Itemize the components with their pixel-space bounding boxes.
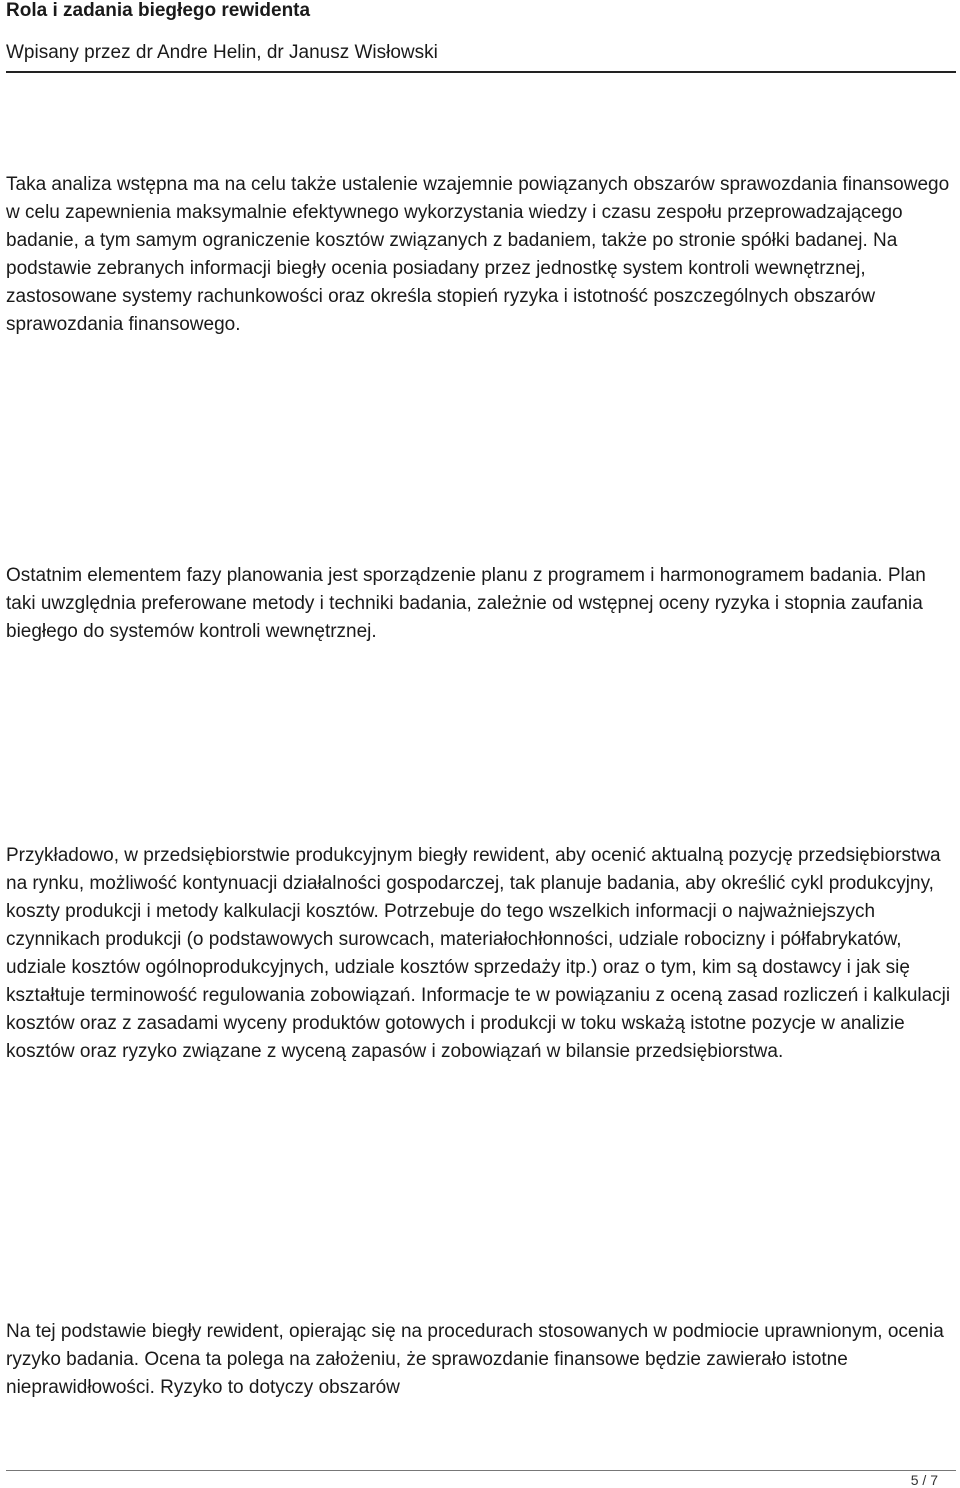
page-header: [6, 0, 956, 65]
paragraph-2: Ostatnim elementem fazy planowania jest sporządzenie planu z programem i harmonogramem badania. Plan taki uwzględnia preferowane metody i techniki badania, zależnie od wstępnej oceny ryzyka i stopnia zaufania biegłego do systemów kontroli wewnętrznej.: [6, 565, 926, 642]
paragraph-4: Na tej podstawie biegły rewident, opierając się na procedurach stosowanych w podmiocie uprawnionym, ocenia ryzyko badania. Ocena ta polega na założeniu, że sprawozdanie finansowe będzie zawierało istotne nieprawidłowości. Ryzyko to dotyczy obszarów: [6, 1321, 944, 1398]
header-divider: [6, 71, 956, 73]
paragraph-1: Taka analiza wstępna ma na celu także ustalenie wzajemnie powiązanych obszarów sprawozdania finansowego w celu zapewnienia maksymalnie efektywnego wykorzystania wiedzy i czasu zespołu przeprowadzającego badanie, a tym samym ograniczenie kosztów związanych z badaniem, także po stronie spółki badanej. Na podstawie zebranych informacji biegły ocenia posiadany przez jednostkę system kontroli wewnętrznej, zastosowane systemy rachunkowości oraz określa stopień ryzyka i istotność poszczególnych obszarów sprawozdania finansowego.: [6, 174, 950, 335]
footer-divider: [6, 1470, 956, 1471]
paragraph-3: Przykładowo, w przedsiębiorstwie produkcyjnym biegły rewident, aby ocenić aktualną pozycję przedsiębiorstwa na rynku, możliwość kontynuacji działalności gospodarczej, tak planuje badania, aby określić cykl produkcyjny, koszty produkcji i metody kalkulacji kosztów. Potrzebuje do tego wszelkich informacji o najważniejszych czynnikach produkcji (o podstawowych surowcach, materiałochłonności, udziale robocizny i półfabrykatów, udziale kosztów ogólnoprodukcyjnych, udziale kosztów sprzedaży itp.) oraz o tym, kim są dostawcy i jak się kształtuje terminowość regulowania zobowiązań. Informacje te w powiązaniu z oceną zasad rozliczeń i kalkulacji kosztów oraz z zasadami wyceny produktów gotowych i produkcji w toku wskażą istotne pozycje w analizie kosztów oraz ryzyko związane z wyceną zapasów i zobowiązań w bilansie przedsiębiorstwa.: [6, 845, 951, 1062]
document-author: Wpisany przez dr Andre Helin, dr Janusz Wisłowski: [6, 42, 438, 63]
document-title: Rola i zadania biegłego rewidenta: [6, 0, 311, 21]
page-number: 5 / 7: [910, 1472, 938, 1488]
